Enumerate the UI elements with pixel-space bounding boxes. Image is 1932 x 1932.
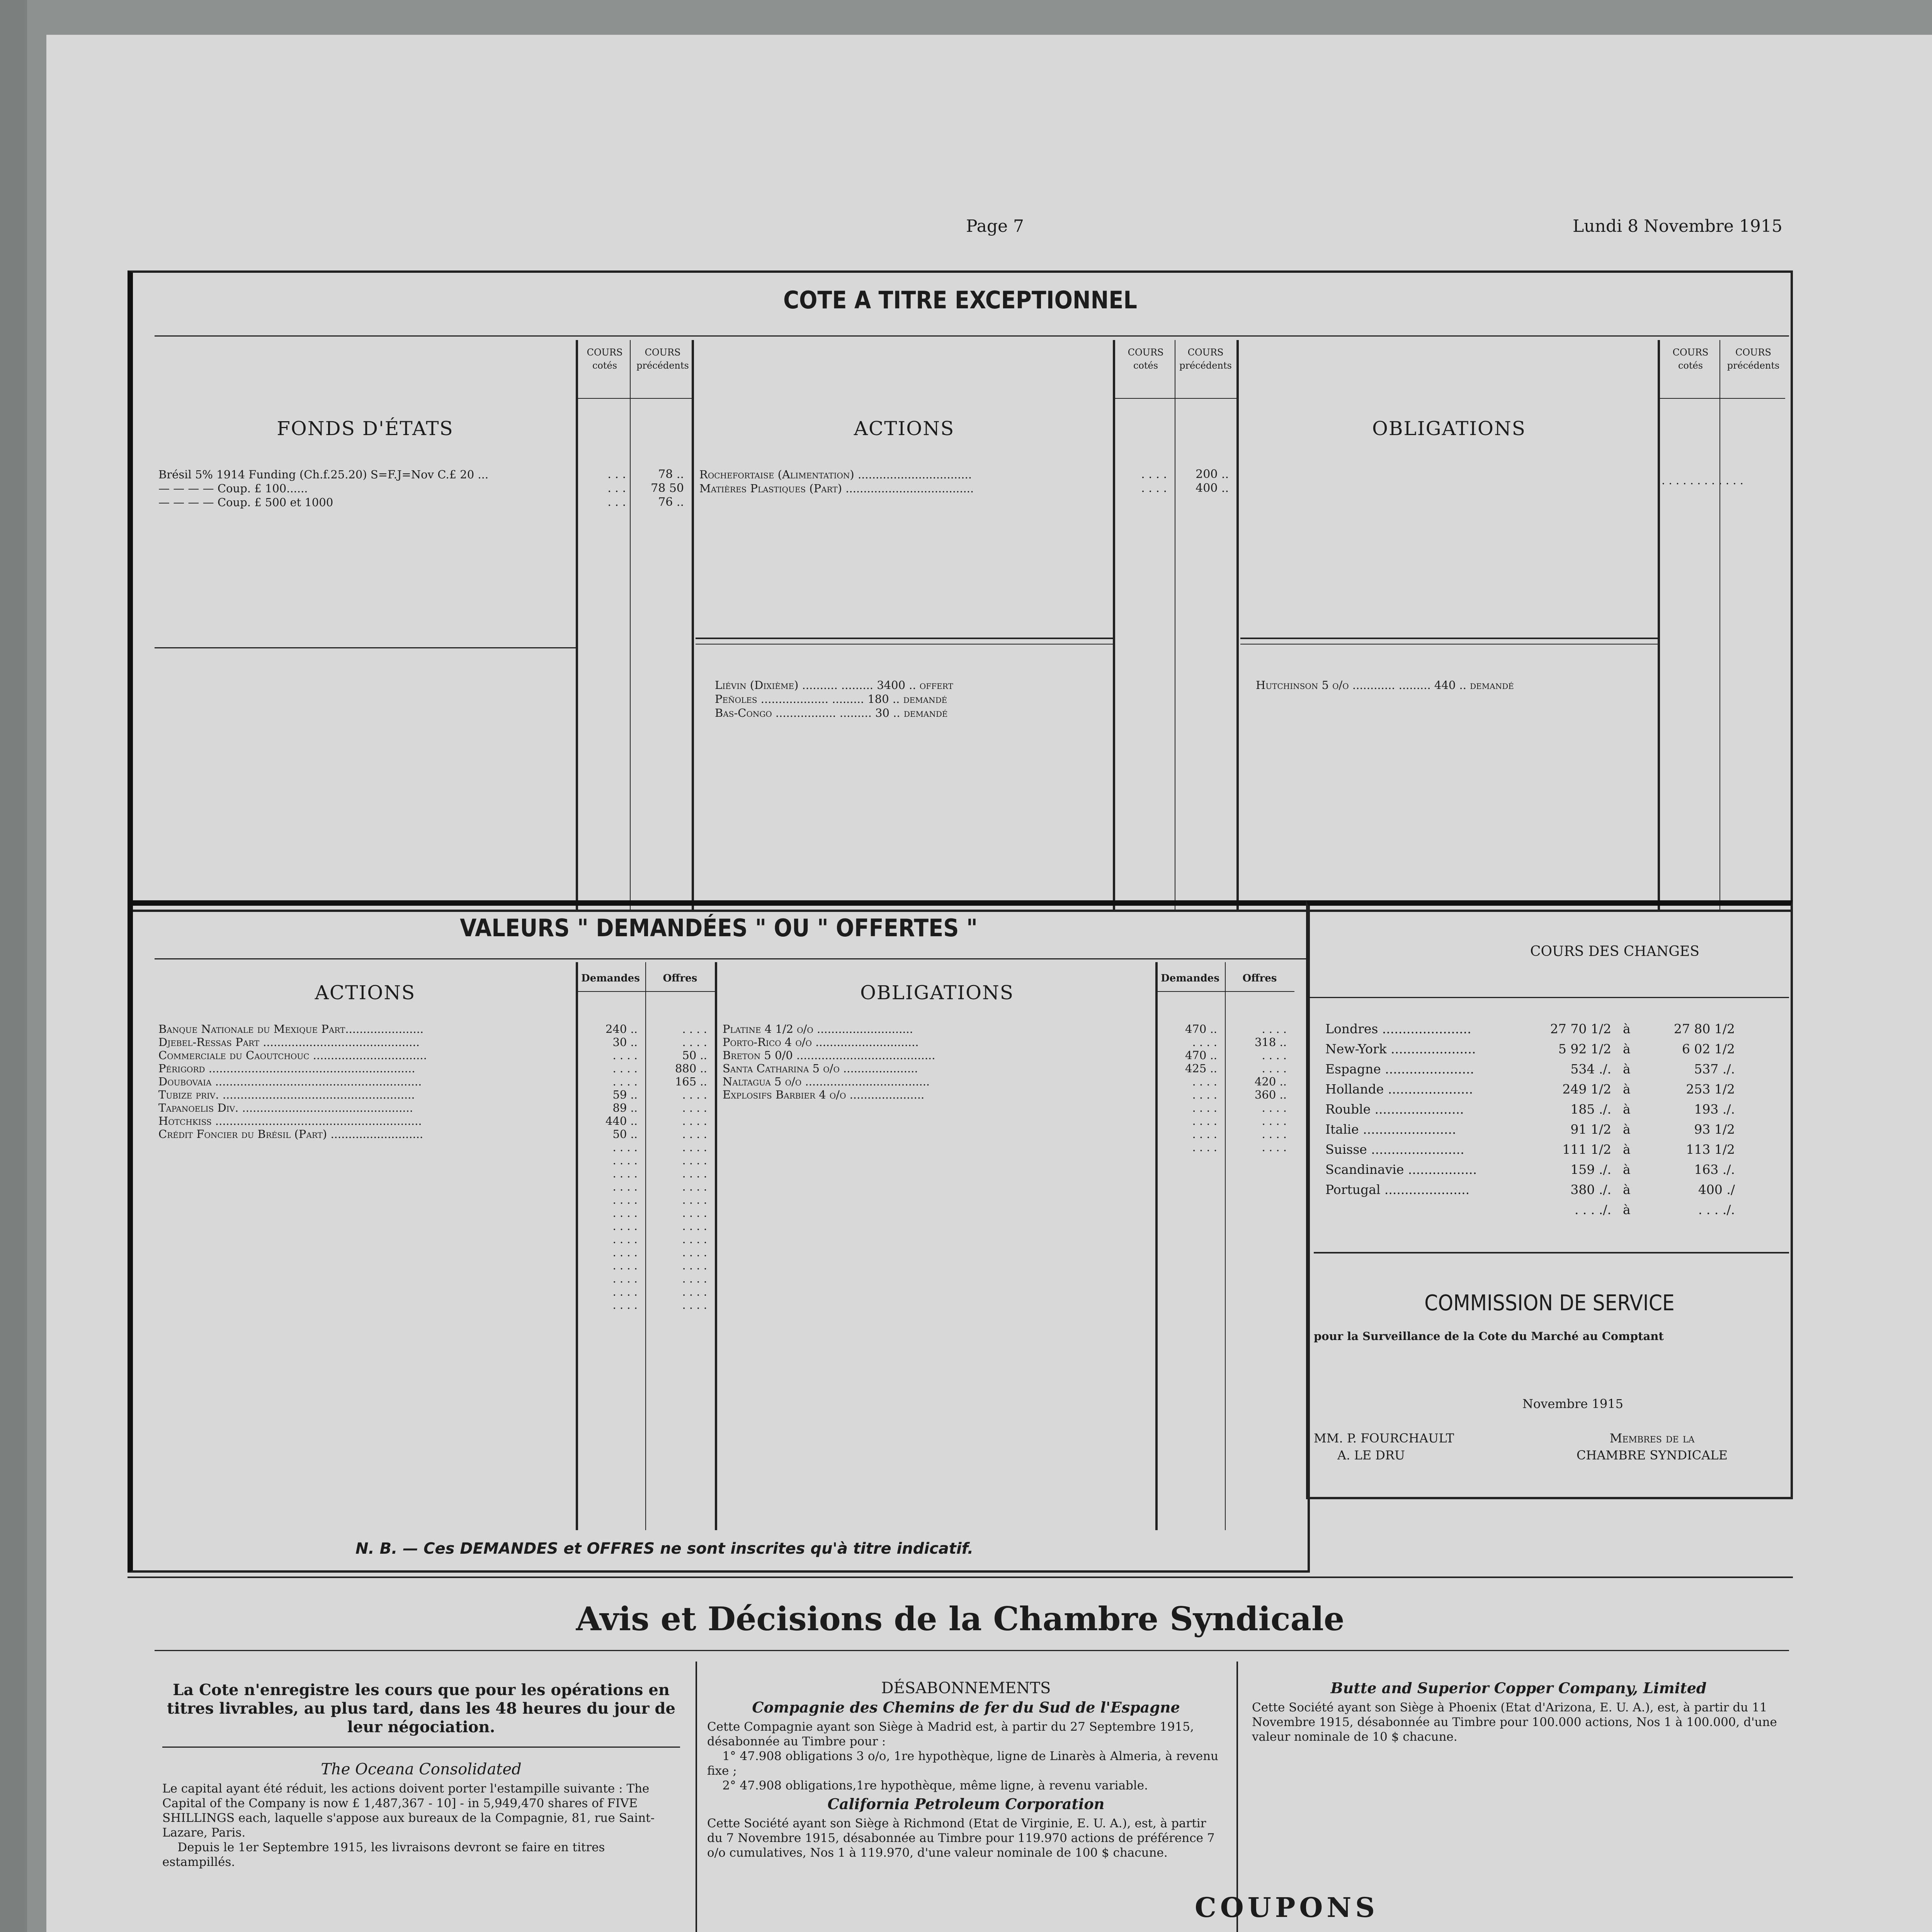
change-sep: à [1623, 1202, 1631, 1217]
valeur-obligation-row: Porto-Rico 4 o/o ............................. [723, 1036, 919, 1049]
valeurs-actions-title: ACTIONS [315, 981, 416, 1004]
empty-dots: . . . . [1192, 1114, 1217, 1128]
change-rate-a: 380 ./. [1570, 1182, 1611, 1197]
change-sep: à [1623, 1041, 1631, 1056]
change-sep: à [1623, 1102, 1631, 1117]
obligations-title: OBLIGATIONS [1372, 417, 1526, 440]
change-rate-b: 537 ./. [1694, 1061, 1735, 1077]
change-place: Scandinavie ................. [1325, 1162, 1477, 1177]
special-row-2: Peñoles ................... ......... 180 .. demandé [715, 692, 947, 706]
valeur-action-row: Commerciale du Caoutchouc ................................ [158, 1049, 427, 1062]
empty-dots: . . . . [682, 1298, 707, 1311]
change-rate-a: 185 ./. [1570, 1102, 1611, 1117]
empty-dots: . . . . [1262, 1128, 1287, 1141]
change-place: New-York ..................... [1325, 1041, 1476, 1056]
special-row-3: Bas-Congo ................. ......... 30 .. demandé [715, 706, 948, 719]
valeur-demande: . . . . [1192, 1075, 1217, 1088]
valeur-offre: 360 .. [1254, 1088, 1287, 1101]
valeur-action-row: Doubovaia .......................................................... [158, 1075, 422, 1088]
valeur-offre: . . . . [682, 1036, 707, 1049]
commission-title: COMMISSION DE SERVICE [1424, 1291, 1675, 1316]
change-sep: à [1623, 1082, 1631, 1097]
empty-dots: . . . . [682, 1233, 707, 1246]
change-sep: à [1623, 1182, 1631, 1197]
valeur-action-row: Tapanoelis Div. ................................................ [158, 1101, 413, 1114]
desab-text: Cette Compagnie ayant son Siège à Madrid est, à partir du 27 Septembre 1915, désabonnée au Timbre pour : 1° 47.908 obligations 3 o/o, 1re hypothèque, ligne de Linarès à Almeria, à revenu fixe ; 2° 47.908 obligations,1re hypothèque, même ligne, à revenu variable. [707, 1720, 1219, 1793]
empty-dots: . . . . [682, 1141, 707, 1154]
change-rate-a: 159 ./. [1570, 1162, 1611, 1177]
change-sep: à [1623, 1162, 1631, 1177]
empty-dots: . . . . [1262, 1141, 1287, 1154]
change-sep: à [1623, 1021, 1631, 1036]
coupons-title: COUPONS [1195, 1891, 1379, 1923]
cote-title: COTE A TITRE EXCEPTIONNEL [783, 286, 1137, 314]
empty-dots: . . . . [612, 1285, 638, 1298]
valeur-obligation-row: Explosifs Barbier 4 o/o ..................... [723, 1088, 925, 1101]
empty-dots: . . . . [682, 1206, 707, 1219]
commission-members: MM. P. FOURCHAULT A. LE DRU [1314, 1431, 1454, 1463]
valeur-action-row: Périgord .......................................................... [158, 1062, 415, 1075]
action-row-2: Matières Plastiques (Part) .................................... [699, 482, 974, 495]
action-row-1: Rochefortaise (Alimentation) ................................ [699, 468, 972, 481]
special-row-1: Liévin (Dixième) .......... ......... 3400 .. offert [715, 679, 953, 692]
change-rate-b: 27 80 1/2 [1673, 1021, 1735, 1036]
empty-dots: . . . . [1262, 1114, 1287, 1128]
valeur-offre: 50 .. [682, 1049, 707, 1062]
empty-dots: . . . . [612, 1233, 638, 1246]
valeur-offre: . . . . [682, 1114, 707, 1128]
valeur-action-row: Banque Nationale du Mexique Part...................... [158, 1022, 424, 1036]
change-rate-a: 91 1/2 [1570, 1122, 1611, 1137]
valeur-offre: . . . . [682, 1128, 707, 1141]
change-place: Portugal ..................... [1325, 1182, 1470, 1197]
empty-dots: . . . . [612, 1246, 638, 1259]
change-rate-b: 113 1/2 [1686, 1142, 1735, 1157]
empty-dots: . . . . [682, 1246, 707, 1259]
valeur-obligation-row: Breton 5 0/0 ....................................... [723, 1049, 935, 1062]
change-rate-a: 249 1/2 [1562, 1082, 1611, 1097]
valeur-obligation-row: Platine 4 1/2 o/o ........................... [723, 1022, 913, 1036]
valeur-offre: . . . . [682, 1022, 707, 1036]
change-rate-b: 163 ./. [1694, 1162, 1735, 1177]
changes-title: COURS DES CHANGES [1530, 944, 1699, 959]
desab-subtitle: Compagnie des Chemins de fer du Sud de l'Espagne [752, 1699, 1180, 1716]
nb-note: N. B. — Ces DEMANDES et OFFRES ne sont inscrites qu'à titre indicatif. [355, 1540, 974, 1558]
change-rate-b: 6 02 1/2 [1682, 1041, 1735, 1056]
change-rate-a: 5 92 1/2 [1558, 1041, 1611, 1056]
commission-subtitle: pour la Surveillance de la Cote du Marché au Comptant [1314, 1330, 1664, 1343]
change-place: Londres ...................... [1325, 1021, 1471, 1036]
valeur-offre: . . . . [682, 1088, 707, 1101]
commission-role: Membres de la CHAMBRE SYNDICALE [1577, 1431, 1728, 1463]
empty-dots: . . . . [682, 1259, 707, 1272]
change-sep: à [1623, 1061, 1631, 1077]
change-place: Suisse ....................... [1325, 1142, 1464, 1157]
valeur-offre: 318 .. [1254, 1036, 1287, 1049]
fonds-row-3: — — — — Coup. £ 500 et 1000 [158, 496, 333, 509]
change-rate-a: 534 ./. [1570, 1061, 1611, 1077]
empty-dots: . . . . [612, 1154, 638, 1167]
valeur-action-row: Crédit Foncier du Brésil (Part) .......................... [158, 1128, 423, 1141]
empty-dots: . . . . [612, 1206, 638, 1219]
valeurs-obligations-title: OBLIGATIONS [860, 981, 1014, 1004]
obligations-dots: . . . . . . . . . . . . [1662, 474, 1744, 487]
hutchinson-row: Hutchinson 5 o/o ............ ......... 440 .. demandé [1256, 679, 1514, 692]
avis-title: Avis et Décisions de la Chambre Syndicale [576, 1600, 1345, 1638]
empty-dots: . . . . [612, 1272, 638, 1285]
valeur-demande: 470 .. [1185, 1022, 1217, 1036]
valeur-demande: 89 .. [612, 1101, 638, 1114]
empty-dots: . . . . [1192, 1128, 1217, 1141]
fonds-row-1: Brésil 5% 1914 Funding (Ch.f.25.20) S=F.J=Nov C.£ 20 ... [158, 468, 489, 481]
fonds-title: FONDS D'ÉTATS [277, 417, 454, 440]
oceana-text: Le capital ayant été réduit, les actions doivent porter l'estampille suivante : The Capital of the Company is now £ 1,487,367 - 10] - in 5,949,470 shares of FIVE SHILLINGS each, laquelle s'appose aux bureaux de la Compagnie, 81, rue Saint-Lazare, Paris. Depuis le 1er Septembre 1915, les livraisons devront se faire en titres estampillés. [162, 1782, 655, 1869]
calif-text: Cette Société ayant son Siège à Richmond (Etat de Virginie, E. U. A.), est, à partir du 7 Novembre 1915, désabonnée au Timbre pour 119.970 actions de préférence 7 o/o cumulatives, Nos 1 à 119.970, d'une valeur nominale de 100 $ chacune. [707, 1816, 1215, 1860]
change-sep: à [1623, 1122, 1631, 1137]
page-date: Lundi 8 Novembre 1915 [1573, 216, 1782, 236]
valeur-demande: 440 .. [605, 1114, 638, 1128]
valeur-action-row: Djebel-Ressas Part ............................................ [158, 1036, 420, 1049]
valeur-demande: . . . . [612, 1075, 638, 1088]
valeur-offre: 420 .. [1254, 1075, 1287, 1088]
empty-dots: . . . . [612, 1298, 638, 1311]
empty-dots: . . . . [682, 1154, 707, 1167]
change-rate-b: 93 1/2 [1694, 1122, 1735, 1137]
valeur-demande: . . . . [1192, 1036, 1217, 1049]
valeur-offre: 880 .. [675, 1062, 707, 1075]
page-edge [0, 0, 27, 1932]
empty-dots: . . . . [612, 1259, 638, 1272]
change-place: Italie ....................... [1325, 1122, 1456, 1137]
change-place: Hollande ..................... [1325, 1082, 1473, 1097]
valeur-demande: 59 .. [612, 1088, 638, 1101]
empty-dots: . . . . [612, 1219, 638, 1233]
empty-dots: . . . . [682, 1285, 707, 1298]
valeur-obligation-row: Naltagua 5 o/o ................................... [723, 1075, 930, 1088]
valeur-demande: . . . . [1192, 1088, 1217, 1101]
empty-dots: . . . . [682, 1180, 707, 1193]
valeur-offre: . . . . [1262, 1062, 1287, 1075]
empty-dots: . . . . [1262, 1101, 1287, 1114]
cote-box [128, 270, 1793, 912]
change-rate-a: . . . ./. [1574, 1202, 1611, 1217]
valeur-action-row: Hotchkiss .......................................................... [158, 1114, 422, 1128]
change-place: Rouble ...................... [1325, 1102, 1464, 1117]
valeurs-title: VALEURS " DEMANDÉES " OU " OFFERTES " [460, 914, 978, 942]
avis-intro: La Cote n'enregistre les cours que pour les opérations en titres livrables, au plus tard, dans les 48 heures du jour de leur négociation. [167, 1681, 675, 1736]
actions-title: ACTIONS [854, 417, 955, 440]
butte-text: Cette Société ayant son Siège à Phoenix (Etat d'Arizona, E. U. A.), est, à partir du 11 Novembre 1915, désabonnée au Timbre pour 100.000 actions, Nos 1 à 100.000, d'une valeur nominale de 10 $ chacune. [1252, 1701, 1777, 1744]
valeur-offre: 165 .. [675, 1075, 707, 1088]
valeur-demande: 50 .. [612, 1128, 638, 1141]
valeur-demande: . . . . [612, 1062, 638, 1075]
commission-date: Novembre 1915 [1522, 1396, 1623, 1411]
desab-title: DÉSABONNEMENTS [881, 1679, 1051, 1697]
page-number: Page 7 [966, 216, 1024, 236]
change-rate-b: 253 1/2 [1686, 1082, 1735, 1097]
empty-dots: . . . . [682, 1272, 707, 1285]
valeur-demande: . . . . [612, 1049, 638, 1062]
valeur-offre: . . . . [1262, 1022, 1287, 1036]
empty-dots: . . . . [612, 1141, 638, 1154]
change-rate-a: 27 70 1/2 [1550, 1021, 1611, 1036]
valeur-obligation-row: Santa Catharina 5 o/o ..................... [723, 1062, 918, 1075]
calif-title: California Petroleum Corporation [827, 1795, 1105, 1813]
valeur-demande: 470 .. [1185, 1049, 1217, 1062]
valeur-demande: 425 .. [1185, 1062, 1217, 1075]
change-rate-b: . . . ./. [1698, 1202, 1735, 1217]
empty-dots: . . . . [1192, 1101, 1217, 1114]
empty-dots: . . . . [682, 1167, 707, 1180]
change-rate-a: 111 1/2 [1562, 1142, 1611, 1157]
valeur-demande: 30 .. [612, 1036, 638, 1049]
empty-dots: . . . . [612, 1167, 638, 1180]
oceana-title: The Oceana Consolidated [321, 1760, 522, 1778]
butte-title: Butte and Superior Copper Company, Limited [1330, 1679, 1707, 1697]
fonds-row-2: — — — — Coup. £ 100...... [158, 482, 308, 495]
empty-dots: . . . . [612, 1193, 638, 1206]
valeur-offre: . . . . [1262, 1049, 1287, 1062]
change-place: Espagne ...................... [1325, 1061, 1474, 1077]
valeur-offre: . . . . [682, 1101, 707, 1114]
valeur-demande: 240 .. [605, 1022, 638, 1036]
change-sep: à [1623, 1142, 1631, 1157]
change-rate-b: 400 ./ [1698, 1182, 1735, 1197]
change-rate-b: 193 ./. [1694, 1102, 1735, 1117]
empty-dots: . . . . [1192, 1141, 1217, 1154]
col-cours: COURS [587, 347, 623, 358]
valeur-action-row: Tubize priv. ...................................................... [158, 1088, 415, 1101]
empty-dots: . . . . [682, 1193, 707, 1206]
empty-dots: . . . . [682, 1219, 707, 1233]
empty-dots: . . . . [612, 1180, 638, 1193]
